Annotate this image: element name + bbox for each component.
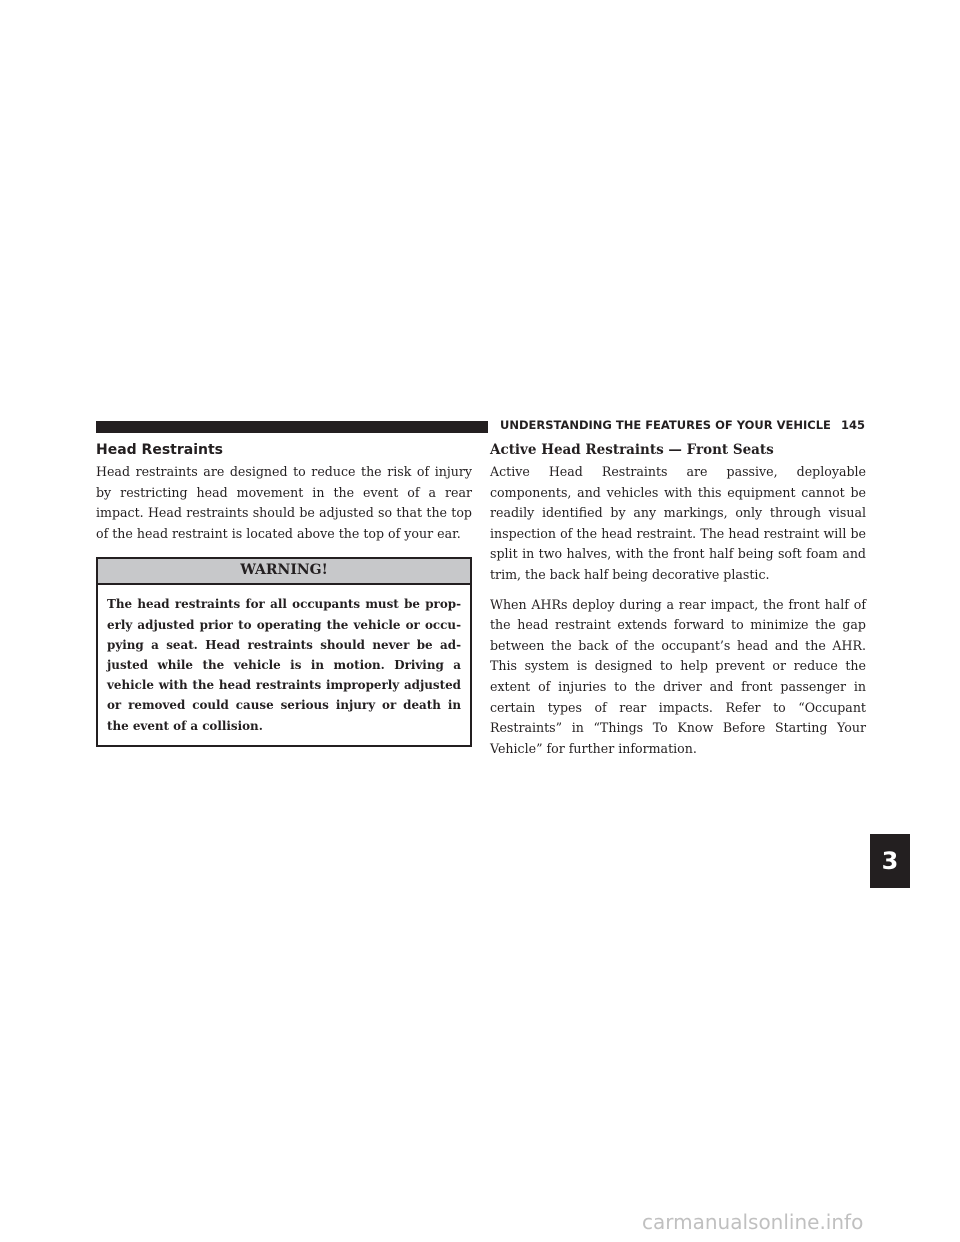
running-header: [500, 418, 865, 432]
left-column: [96, 441, 472, 747]
warning-text: The head restraints for all occupants must be properly adjusted prior to operating the vehicle or occupying a seat. Head restraints should never be adjusted while the vehicle is in motion. Driving a vehicle with the head restraints improperly adjusted or removed could cause serious injury or death in the event of a collision.: [107, 597, 461, 733]
active-head-restraints-heading: Active Head Restraints — Front Seats: [490, 442, 774, 458]
head-restraints-paragraph: Head restraints are designed to reduce the risk of injury by restricting head movement in the event of a rear impact. Head restraints should be adjusted so that the top of the head restraint is located above the top of your ear.: [96, 464, 472, 541]
header-rule: [96, 421, 488, 433]
right-column: [490, 441, 866, 759]
section-title: UNDERSTANDING THE FEATURES OF YOUR VEHICLE: [500, 418, 831, 432]
head-restraints-heading: Head Restraints: [96, 442, 223, 458]
chapter-tab: 3: [870, 834, 910, 888]
warning-title: WARNING!: [98, 559, 470, 585]
page-number: 145: [840, 418, 865, 432]
watermark: carmanualsonline.info: [642, 1210, 864, 1234]
warning-box: [96, 557, 472, 746]
ahr-paragraph-1: Active Head Restraints are passive, deployable components, and vehicles with this equipment cannot be readily identified by any markings, only through visual inspection of the head restraint. The head restraint will be split in two halves, with the front half being soft foam and trim, the back half being decorative plastic.: [490, 464, 866, 582]
ahr-paragraph-2: When AHRs deploy during a rear impact, the front half of the head restraint extends forward to minimize the gap between the back of the occupant’s head and the AHR. This system is designed to help prevent or reduce the extent of injuries to the driver and front passenger in certain types of rear impacts. Refer to “Occupant Restraints” in “Things To Know Before Starting Your Vehicle” for further information.: [490, 596, 866, 756]
